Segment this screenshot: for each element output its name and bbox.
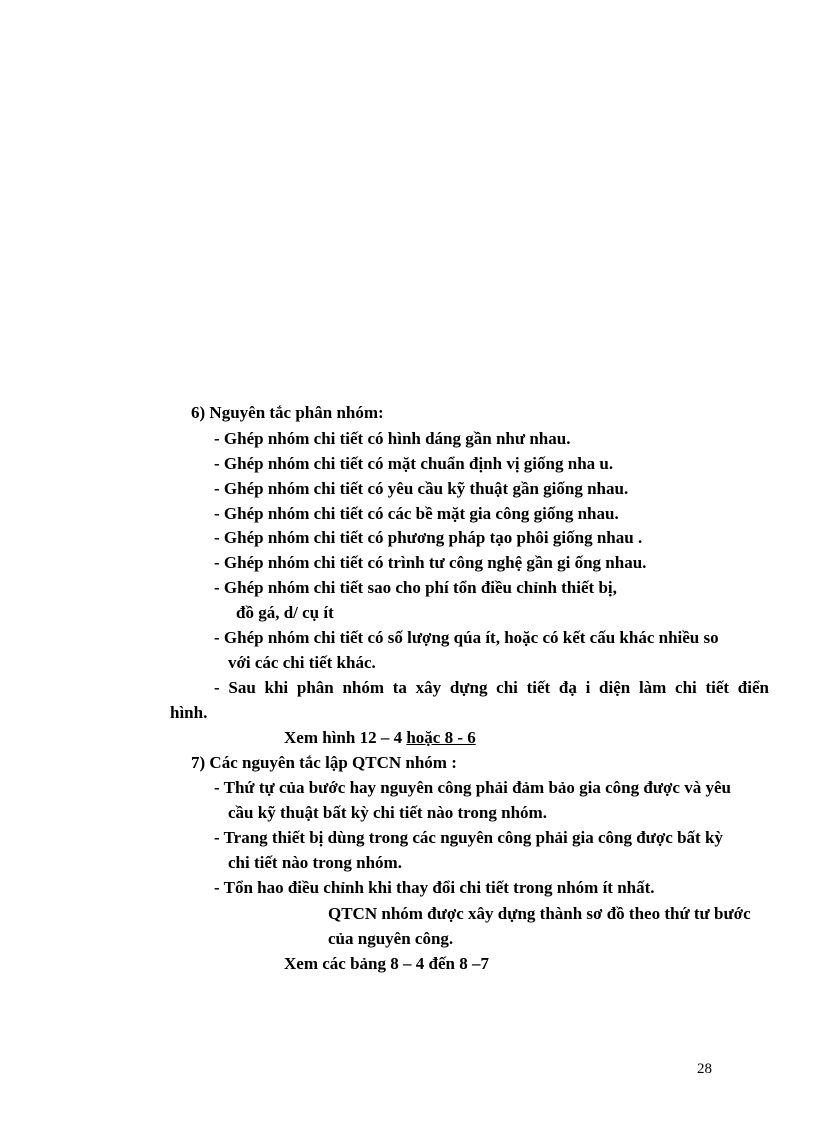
list-item: - Tổn hao điều chỉnh khi thay đổi chi tiết trong nhóm ít nhất. bbox=[214, 878, 655, 897]
list-item: - Ghép nhóm chi tiết sao cho phí tổn điều chỉnh thiết bị, bbox=[214, 578, 617, 597]
list-item-continuation: với các chi tiết khác. bbox=[228, 653, 376, 672]
list-item-continuation: đồ gá, d/ cụ ít bbox=[236, 603, 334, 622]
list-item: - Ghép nhóm chi tiết có phương pháp tạo phôi giống nhau . bbox=[214, 528, 643, 547]
see-figure-reference bbox=[284, 727, 476, 749]
page-number: 28 bbox=[697, 1061, 712, 1077]
list-item: - Trang thiết bị dùng trong các nguyên công phải gia công được bất kỳ bbox=[214, 828, 723, 847]
list-item: - Ghép nhóm chi tiết có hình dáng gần như nhau. bbox=[214, 429, 571, 448]
list-item: - Ghép nhóm chi tiết có số lượng qúa ít, hoặc có kết cấu khác nhiều so bbox=[214, 628, 719, 647]
see-figure-link: hoặc 8 - 6 bbox=[406, 728, 476, 747]
list-item: - Ghép nhóm chi tiết có các bề mặt gia công giống nhau. bbox=[214, 504, 619, 523]
see-figure-prefix: Xem hình 12 – 4 bbox=[284, 728, 407, 747]
list-item-continuation: chi tiết nào trong nhóm. bbox=[228, 853, 402, 872]
list-item-continuation: hình. bbox=[170, 703, 208, 722]
section-7-heading: 7) Các nguyên tắc lập QTCN nhóm : bbox=[191, 753, 457, 772]
list-item: - Ghép nhóm chi tiết có mặt chuẩn định vị giống nha u. bbox=[214, 454, 614, 473]
list-item: - Thứ tự của bước hay nguyên công phải đảm bảo gia công được và yêu bbox=[214, 778, 731, 797]
see-table-reference: Xem các bảng 8 – 4 đến 8 –7 bbox=[284, 954, 489, 973]
note-line: của nguyên công. bbox=[328, 929, 454, 948]
list-item-continuation: cầu kỹ thuật bất kỳ chi tiết nào trong nhóm. bbox=[228, 803, 547, 822]
list-item: - Ghép nhóm chi tiết có yêu cầu kỹ thuật gần giống nhau. bbox=[214, 479, 629, 498]
note-line: QTCN nhóm được xây dựng thành sơ đồ theo thứ tư bước bbox=[328, 904, 751, 923]
section-6-heading: 6) Nguyên tắc phân nhóm: bbox=[191, 403, 384, 422]
list-item: - Sau khi phân nhóm ta xây dựng chi tiết đạ i diện làm chi tiết điển bbox=[214, 678, 769, 697]
list-item: - Ghép nhóm chi tiết có trình tư công nghệ gần gi ống nhau. bbox=[214, 553, 647, 572]
